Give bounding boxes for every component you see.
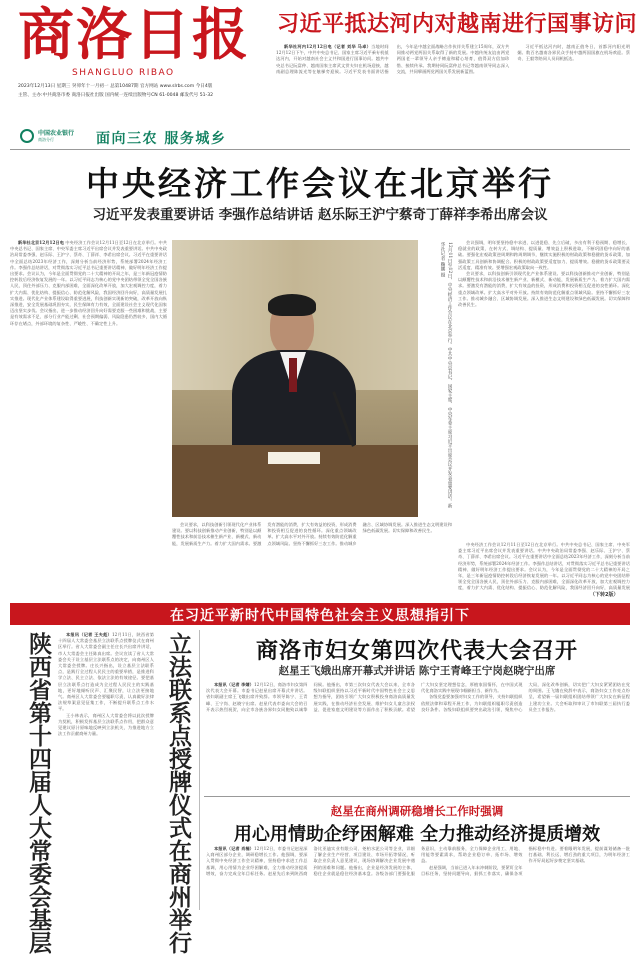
main-story-right-col [458,240,630,540]
abc-logo-icon [20,129,34,143]
top-story-lead: 新华社河内12月12日电（记者 刘华 马卓） [284,44,372,49]
top-story-body [276,44,630,140]
top-divider [10,149,630,150]
speaker-hair [268,294,316,316]
top-story-text: 当地时间12月12日下午，中共中央总书记、国家主席习近平乘专机抵达河内，开始对越南社会主义共和国进行国事访问。越共中央总书记阮富仲、越南国家主席武文赏夫妇在机场迎接，越南副总理陈流光等在舷梯旁迎候。习近平发表书面讲话指出，今年是中越全面战略合作伙伴关系建立15周年，双方共同推动两党两国关系取得了新的发展。中越传统友谊由两党两国老一辈领导人亲手缔造和精心培育，值得双方倍加珍惜、接续传承。我期待同阮富仲总书记等越南领导同志深入交流，共同擘画两党两国关系发展新蓝图。 [276,44,510,74]
main-story-left-col [10,240,167,600]
zhao-story-headline: 用心用情助企纾困解难 全力推动经济提质增效 [233,824,601,845]
left-story-text-2: 王小林表示，商州区人大常委会将以此次授牌为契机，积极发挥基层立法联系点作用，把群众意见建议原汁原味地反映到立法机关，为推进地方立法工作贡献商州力量。 [58,712,154,737]
women-congress-headline: 商洛市妇女第四次代表大会召开 [255,638,578,664]
women-congress-text-2: 各级党委要加强对妇女工作的领导，支持妇联组织依照法律和章程开展工作，为妇联组织履职尽责创造良好条件。各级妇联组织要突出政治引领，聚焦中心大局，深化改革创新，切实把广大妇女紧紧团结在党的周围。王飞娥在致辞中表示，商洛妇女工作亮点纷呈，希望新一届妇联组织团结带领广大妇女在新征程上建功立业。大会听取和审议了市妇联第三届执行委员会工作报告。 [421,682,630,712]
left-story-headline [158,632,194,954]
main-story-text: 中央经济工作会议12月11日至12日在北京举行。中共中央总书记、国家主席、中央军委主席习近平出席会议并发表重要讲话。中共中央政治局常委李强、赵乐际、王沪宁、蔡奇、丁薛祥、李希出席会议。习近平在重要讲话中全面总结2023年经济工作，深刻分析当前经济形势，系统部署2024年经济工作。李强作总结讲话，对贯彻落实习近平总书记重要讲话精神、做好明年经济工作提出要求。会议认为，今年是全面贯彻党的二十大精神的开局之年，是三年新冠疫情防控转段后经济恢复发展的一年。以习近平同志为核心的党中央团结带领全党全国各族人民，顶住外部压力、克服内部困难，全面深化改革开放，加大宏观调控力度，着力扩大内需、优化结构、提振信心、防范化解风险，我国经济回升向好，高质量发展扎实推进。现代化产业体系建设取得重要进展，科技创新实现新的突破，改革开放向纵深推进，安全发展基础巩固夯实，民生保障有力有效，全面建设社会主义现代化国家迈出坚实步伐。会议指出，进一步推动经济回升向好需要克服一些困难和挑战，主要是有效需求不足、部分行业产能过剩、社会预期偏弱、风险隐患仍然较多，国内大循环存在堵点，外部环境的复杂性、严峻性、不确定性上升。 [10,240,167,326]
newspaper-pinyin: SHANGLUO RIBAO [72,68,175,78]
continued-note: （下转2版） [590,592,619,598]
top-story-headline: 习近平抵达河内对越南进行国事访问 [277,11,638,37]
main-subheadline: 习近平发表重要讲话 李强作总结讲话 赵乐际王沪宁蔡奇丁薛祥李希出席会议 [92,207,548,223]
zhao-story-kicker: 赵星在商州调研稳增长工作时强调 [330,804,504,818]
left-story-body [58,632,154,904]
issue-info-line: 2023年12月13日 星期三 癸卯年十一月初一 总第10487期 官方网站 www.slrbs.com 今日4版 [18,84,213,89]
women-congress-subheadline: 赵星王飞娥出席开幕式并讲话 陈宁王青峰王宁岗赵晓宁出席 [278,665,556,677]
main-story-text-2: 会议强调，明年要坚持稳中求进、以进促稳、先立后破，多出有利于稳预期、稳增长、稳就业的政策，在转方式、调结构、提质量、增效益上积极进取，不断巩固稳中向好的基础。要强化宏观政策逆周期和跨周期调节，继续实施积极的财政政策和稳健的货币政策，加强政策工具创新和协调配合。积极的财政政策要适度加力、提质增效。稳健的货币政策要灵活适度、精准有效。要增强宏观政策取向一致性。 [458,240,630,270]
zhao-story-text: 12月12日，市委书记赵星深入商州区部分企业，调研稳增长工作。他强调，要深入贯彻中央经济工作会议精神，坚持稳中求进工作总基调，用心用情为企业纾困解难，全力推动经济提质增效，奋力完成全年目标任务。赵星先后来到陕西商洛比亚迪实业有限公司、尧柏水泥公司等企业，详细了解企业生产经营、项目建设、市场开拓等情况，听取企业负责人意见建议，现场协调解决企业发展中遇到的困难和问题。他指出，企业是经济发展的主体，稳住企业就是稳住经济基本盘。各级各部门要强化服务意识，主动靠前服务，全力保障企业用工、用地、用能等要素需求，帮助企业稳订单、拓市场、增效益。 [206,846,523,876]
left-story [10,630,196,954]
photo-caption-text: 12月11日至12日，中央经济工作会议在北京举行。中共中央总书记、国家主席、中央军委主席习近平出席会议并发表重要讲话。新华社记者 鞠鹏 摄 [440,242,452,508]
main-headline: 中央经济工作会议在北京举行 [86,164,554,203]
thought-banner [10,603,630,625]
women-congress-byline: 本报讯（记者 李婧） [214,682,254,687]
main-story-text-3: 会议要求，以科技创新引领现代化产业体系建设。要以科技创新推动产业创新，特别是以颠覆性技术和前沿技术催生新产业、新模式、新动能，发展新质生产力。着力扩大国内需求。要激发有潜能的消费，扩大有效益的投资，形成消费和投资相互促进的良性循环。深化重点领域改革。扩大高水平对外开放。持续有效防范化解重点领域风险。坚持不懈抓好三农工作。推动城乡融合、区域协调发展。深入推进生态文明建设和绿色低碳发展。切实保障和改善民生。 [458,271,630,308]
bank-branch: 商洛分行 [38,137,54,142]
photo-caption [423,242,453,512]
thought-banner-text: 在习近平新时代中国特色社会主义思想指引下 [170,608,470,624]
zhao-story-body [206,846,630,910]
bank-name: 中国农业银行 [38,130,75,137]
bank-slogan: 面向三农 服务城乡 [96,131,227,147]
left-story-headline-main: 立法联系点授牌仪式在商州举行 [165,632,192,954]
top-story-text-2: 习近平抵达河内时，越南正值冬日，首都河内阳光明媚。数百名越南各界民众手持中越两国国旗在机场欢迎。蔡奇、王毅等陪同人员同机抵达。 [517,44,630,62]
left-story-text: 12月11日，陕西省第十四届人大常委会基层立法联系点授牌仪式在商州区举行。省人大常委会副主任庄长兴出席并讲话，市人大常委会主任陈真出席。会议宣读了省人大常委会关于设立基层立法联系点的决定，向商州区人大常委会授牌。庄长兴指出，设立基层立法联系点，是践行全过程人民民主的重要举措，是推进科学立法、民主立法、依法立法的有效途径。要把基层立法联系点打造成为全过程人民民主的实践基地，更好地倾听民声、汇聚民智，让立法更接地气。商州区人大常委会要履职尽责，认真做好法律法规草案意见征集工作，不断提升联系点工作水平。 [58,632,154,712]
left-column-rule [199,630,200,910]
main-story-text-3-cont: 会议要求，以科技创新引领现代化产业体系建设。要以科技创新推动产业创新，特别是以颠覆性技术和前沿技术催生新产业、新模式、新动能，发展新质生产力。着力扩大国内需求。要激发有潜能的消费，扩大有效益的投资，形成消费和投资相互促进的良性循环。深化重点领域改革。扩大高水平对外开放。持续有效防范化解重点领域风险。坚持不懈抓好三农工作。推动城乡融合、区域协调发展。深入推进生态文明建设和绿色低碳发展。切实保障和改善民生。 [172,522,452,546]
main-photo [172,240,418,517]
nameplate [268,452,320,464]
left-story-headline-sub [20,632,54,954]
main-dateline: 新华社北京12月12日电 [18,240,64,245]
women-congress-text: 12月12日，商洛市妇女第四次代表大会开幕。市委书记赵星出席开幕式并讲话。省妇联副主席王飞娥出席并致辞。市领导陈宁、王青峰、王宁岗、赵晓宁出席。赵星代表市委向大会的召开表示热烈祝贺，向全市各族各界妇女同胞致以诚挚问候。他指出，市第三次妇女代表大会以来，全市各级妇联组织坚持以习近平新时代中国特色社会主义思想为指导，团结引领广大妇女积极投身商洛高质量发展实践，在推动经济社会发展、维护妇女儿童合法权益、促进家庭文明建设等方面作出了积极贡献。希望广大妇女坚定理想信念，厚植家国情怀，在中国式现代化商洛实践中展现巾帼新担当、新作为。 [206,682,523,712]
newspaper-title: 商洛日报 [18,2,250,68]
zhao-story-byline: 本报讯（记者 肖楠） [214,846,254,851]
left-story-byline: 本报讯（记者 王夫彪） [66,632,112,637]
speaker-tie [289,358,297,392]
left-story-headline-sub-text: 陕西省第十四届人大常委会基层 [25,632,52,954]
main-story-bottom-cols [172,522,452,598]
zhao-story-text-2: 赵星强调，当前已进入年末冲刺阶段，要紧盯全年目标任务，坚持问题导向，狠抓工作落实，确保各项指标稳中有进。要着眼明年发展，提前谋划储备一批打基础、利长远、增后劲的重大项目，为明年经济工作开好局起好步奠定坚实基础。 [421,846,630,876]
bank-ad [18,126,268,148]
publisher-info-line: 主管、主办:中共商洛市委 商洛日报社出版 国内统一连续出版物号CN 61-0048 邮发代号 51-32 [18,93,214,98]
women-congress-divider [204,796,630,797]
main-story-end [458,542,630,592]
main-story-text-end: 中央经济工作会议12月11日至12日在北京举行。中共中央总书记、国家主席、中央军委主席习近平出席会议并发表重要讲话。中共中央政治局常委李强、赵乐际、王沪宁、蔡奇、丁薛祥、李希出席会议。习近平在重要讲话中全面总结2023年经济工作，深刻分析当前经济形势，系统部署2024年经济工作。李强作总结讲话，对贯彻落实习近平总书记重要讲话精神、做好明年经济工作提出要求。会议认为，今年是全面贯彻党的二十大精神的开局之年，是三年新冠疫情防控转段后经济恢复发展的一年。以习近平同志为核心的党中央团结带领全党全国各族人民，顶住外部压力、克服内部困难，全面深化改革开放，加大宏观调控力度，着力扩大内需、优化结构、提振信心、防范化解风险，我国经济回升向好，高质量发展 [458,542,630,591]
women-congress-body [206,682,630,792]
